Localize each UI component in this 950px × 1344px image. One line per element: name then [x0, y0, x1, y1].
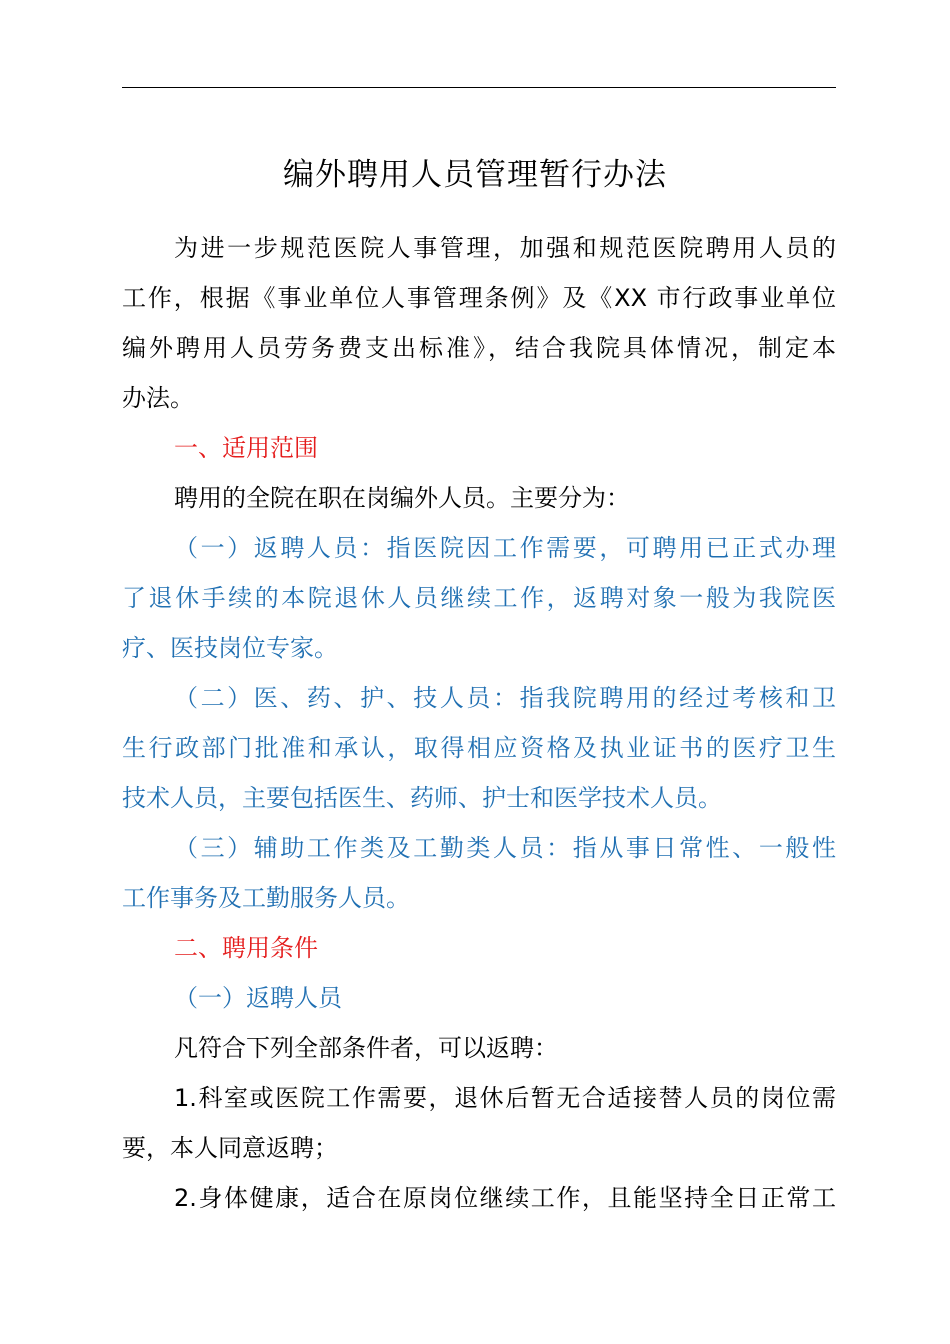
- section2-cond1-line-2: 要，本人同意返聘；: [122, 1134, 338, 1162]
- section1-item3-line-2: 工作事务及工勤服务人员。: [122, 884, 410, 912]
- section1-item1-line-1: （一）返聘人员：指医院因工作需要，可聘用已正式办理: [174, 534, 836, 562]
- intro-line-1: 为进一步规范医院人事管理，加强和规范医院聘用人员的: [174, 234, 836, 262]
- intro-line-4: 办法。: [122, 384, 194, 412]
- section1-item1-line-3: 疗、医技岗位专家。: [122, 634, 338, 662]
- section1-item2-line-3: 技术人员，主要包括医生、药师、护士和医学技术人员。: [122, 784, 722, 812]
- intro-line-2: 工作，根据《事业单位人事管理条例》及《XX 市行政事业单位: [122, 284, 836, 312]
- section1-item2-line-1: （二）医、药、护、技人员：指我院聘用的经过考核和卫: [174, 684, 836, 712]
- section1-item3-line-1: （三）辅助工作类及工勤类人员：指从事日常性、一般性: [174, 834, 836, 862]
- section1-item2-line-2: 生行政部门批准和承认，取得相应资格及执业证书的医疗卫生: [122, 734, 836, 762]
- section2-cond1-line-1: 1.科室或医院工作需要，退休后暂无合适接替人员的岗位需: [174, 1084, 836, 1112]
- section2-heading: 二、聘用条件: [174, 934, 318, 962]
- header-rule: [122, 87, 836, 88]
- section1-heading: 一、适用范围: [174, 434, 318, 462]
- document-title: 编外聘用人员管理暂行办法: [283, 157, 667, 193]
- section2-lead: 凡符合下列全部条件者，可以返聘：: [174, 1034, 558, 1062]
- intro-line-3: 编外聘用人员劳务费支出标准》，结合我院具体情况，制定本: [122, 334, 836, 362]
- section1-lead: 聘用的全院在职在岗编外人员。主要分为：: [174, 484, 630, 512]
- section2-cond2-line-1: 2.身体健康，适合在原岗位继续工作，且能坚持全日正常工: [174, 1184, 836, 1212]
- section2-subheading-1: （一）返聘人员: [174, 984, 342, 1012]
- section1-item1-line-2: 了退休手续的本院退休人员继续工作，返聘对象一般为我院医: [122, 584, 836, 612]
